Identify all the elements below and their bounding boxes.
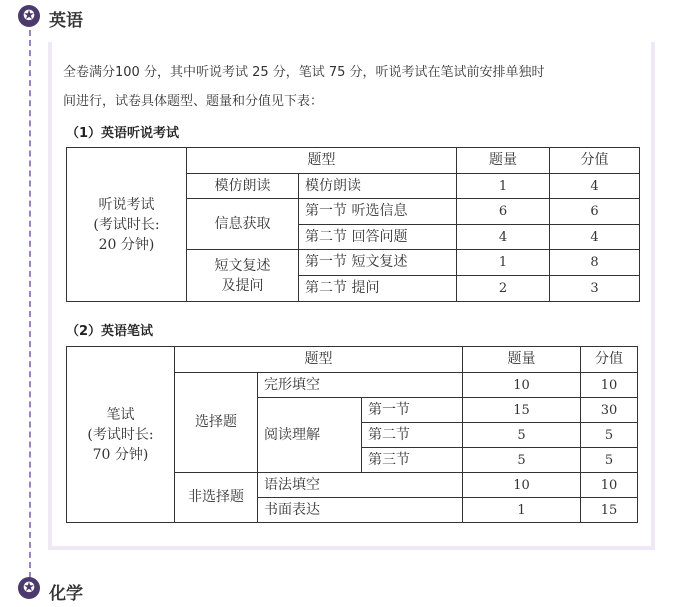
- written-test-caption: （2）英语笔试: [66, 324, 154, 339]
- score-cell: 3: [550, 276, 640, 302]
- item-cell: 完形填空: [258, 373, 463, 398]
- intro-paragraph: [63, 58, 645, 116]
- count-cell: 2: [457, 276, 550, 302]
- count-cell: 5: [463, 448, 581, 473]
- score-cell: 10: [581, 373, 638, 398]
- score-cell: 4: [550, 174, 640, 199]
- count-cell: 5: [463, 423, 581, 448]
- category-cell: 模仿朗读: [187, 174, 299, 199]
- written-group-label: 笔试 (考试时长: 70 分钟): [67, 347, 175, 523]
- item-cell: 语法填空: [258, 473, 463, 498]
- timeline-rail: [29, 30, 31, 578]
- header-count: 题量: [457, 148, 550, 174]
- score-cell: 10: [581, 473, 638, 498]
- count-cell: 1: [457, 174, 550, 199]
- count-cell: 10: [463, 473, 581, 498]
- item-cell: 书面表达: [258, 498, 463, 523]
- header-type: 题型: [175, 347, 463, 373]
- header-count: 题量: [463, 347, 581, 373]
- category-cell: 短文复述 及提问: [187, 250, 299, 302]
- item-cell: 第二节 提问: [299, 276, 457, 302]
- item-cell: 第一节 短文复述: [299, 250, 457, 276]
- item-cell: 第二节 回答问题: [299, 225, 457, 250]
- table-header-row: [67, 148, 640, 174]
- written-test-table: [66, 346, 638, 523]
- intro-line-1: 全卷满分100 分，其中听说考试 25 分，笔试 75 分，听说考试在笔试前安排单独时: [63, 65, 545, 80]
- star-icon: ✪: [18, 577, 40, 599]
- intro-line-2: 间进行，试卷具体题型、题量和分值见下表：: [63, 94, 324, 109]
- part-cell: 第一节: [362, 398, 463, 423]
- count-cell: 4: [457, 225, 550, 250]
- score-cell: 6: [550, 199, 640, 225]
- count-cell: 1: [457, 250, 550, 276]
- score-cell: 15: [581, 498, 638, 523]
- count-cell: 1: [463, 498, 581, 523]
- score-cell: 5: [581, 448, 638, 473]
- header-score: 分值: [550, 148, 640, 174]
- score-cell: 5: [581, 423, 638, 448]
- nonchoice-label: 非选择题: [175, 473, 258, 523]
- count-cell: 6: [457, 199, 550, 225]
- listening-group-label: 听说考试 (考试时长: 20 分钟): [67, 148, 187, 302]
- count-cell: 15: [463, 398, 581, 423]
- header-score: 分值: [581, 347, 638, 373]
- part-cell: 第二节: [362, 423, 463, 448]
- table-header-row: [67, 347, 638, 373]
- choice-label: 选择题: [175, 373, 258, 473]
- section-title-english: 英语: [49, 11, 83, 31]
- listening-test-caption: （1）英语听说考试: [66, 126, 180, 141]
- star-icon: ✪: [18, 5, 40, 27]
- item-cell: 模仿朗读: [299, 174, 457, 199]
- section-title-chemistry: 化学: [49, 584, 83, 604]
- score-cell: 30: [581, 398, 638, 423]
- reading-label: 阅读理解: [258, 398, 362, 473]
- category-cell: 信息获取: [187, 199, 299, 250]
- score-cell: 4: [550, 225, 640, 250]
- part-cell: 第三节: [362, 448, 463, 473]
- count-cell: 10: [463, 373, 581, 398]
- header-type: 题型: [187, 148, 457, 174]
- score-cell: 8: [550, 250, 640, 276]
- listening-test-table: [66, 147, 640, 302]
- item-cell: 第一节 听选信息: [299, 199, 457, 225]
